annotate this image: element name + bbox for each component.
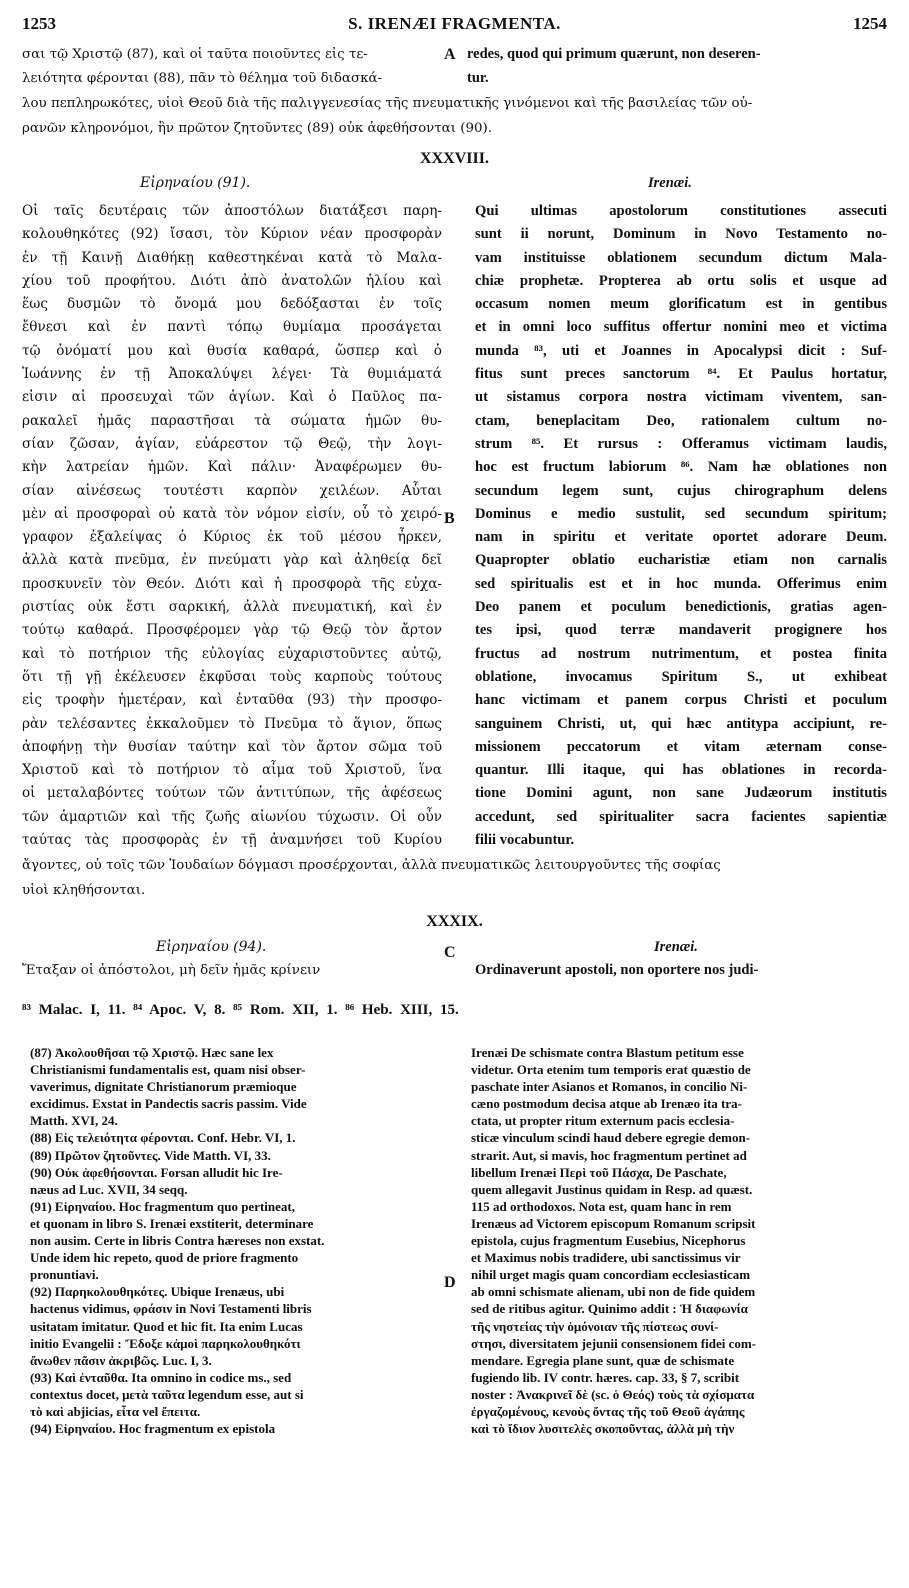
note-line: 115 ad orthodoxos. Nota est, quam hanc in rem bbox=[471, 1198, 732, 1214]
latin-text-line: strum ⁸⁵. Et rursus : Offeramus victimam laudis, bbox=[475, 435, 887, 452]
latin-text-line: fitus sunt preces sanctorum ⁸⁴. Et Paulus hortatur, bbox=[475, 366, 887, 383]
note-line: (92) Παρηκολουθηκότες. Ubique Irenæus, ubi bbox=[30, 1284, 285, 1300]
note-line: epistola, cujus fragmentum Eusebius, Nicephorus bbox=[471, 1233, 746, 1249]
greek-heading-38: Εἰρηναίου (91). bbox=[140, 175, 251, 191]
note-line: sed de ritibus agitur. Quinimo addit : Ἡ διαφωνία bbox=[471, 1301, 748, 1317]
latin-text-line: missionem peccatorum et vitam æternam conse- bbox=[475, 738, 887, 755]
greek-text-line: ρὰν τελέσαντες ἐκκαλοῦμεν τὸ Πνεῦμα τὸ ἅγιον, ὅπως bbox=[22, 715, 442, 732]
top-greek-line-2: λειότητα φέρονται (88), πᾶν τὸ θέλημα τοῦ διδασκά- bbox=[22, 71, 383, 86]
note-line: ab omni schismate alienam, ubi non de fide quidem bbox=[471, 1284, 756, 1300]
note-line: contextus docet, μετὰ ταῦτα legendum esse, aut si bbox=[30, 1386, 304, 1402]
greek-text-line: Ἰωάννης ἐν τῇ Ἀποκαλύψει λέγει· Τὰ θυμιάματά bbox=[22, 366, 442, 383]
latin-text-line: sunt ii norunt, Dominum in Novo Testamento no- bbox=[475, 226, 887, 243]
greek-text-line: κὴν λατρείαν ἡμῶν. Καὶ πάλιν· Ἀναφέρωμεν θυ- bbox=[22, 459, 442, 476]
latin-text-line: hanc victimam et panem corpus Christi et poculum bbox=[475, 692, 887, 709]
greek-text-line: ἔθνεσι καὶ ἐν παντὶ τόπῳ θυμίαμα προσάγεται bbox=[22, 319, 442, 336]
greek-text-line: Χριστοῦ καὶ τὸ ποτήριον τὸ αἷμα τοῦ Χριστοῦ, ἵνα bbox=[22, 762, 442, 779]
note-line: Irenæus ad Victorem episcopum Romanum scripsit bbox=[471, 1215, 756, 1231]
top-latin-line-1: redes, quod qui primum quærunt, non deseren- bbox=[467, 46, 761, 62]
greek-text-line: εἰσιν αἱ προσευχαὶ τῶν ἁγίων. Καὶ ὁ Παῦλος πα- bbox=[22, 389, 442, 406]
note-line: næus ad Luc. XVII, 34 seqq. bbox=[30, 1181, 188, 1197]
note-line: Irenæi De schismate contra Blastum petitum esse bbox=[471, 1045, 744, 1060]
running-title: S. IRENÆI FRAGMENTA. bbox=[348, 14, 561, 33]
note-line: videtur. Orta etenim tum temporis erat quæstio de bbox=[471, 1062, 751, 1078]
note-line: sticæ vinculum scindi haud debere egregie demon- bbox=[471, 1130, 751, 1146]
greek-text-line: καὶ τὸ ποτήριον τῆς εὐλογίας εὐχαριστοῦντες αὐτῷ, bbox=[22, 645, 442, 662]
latin-text-line: oblatione, invocamus Spiritum S., ut exhibeat bbox=[475, 668, 887, 685]
notes-left-column bbox=[30, 1044, 440, 1437]
note-line: ctata, ut propter ritum externum pacis ecclesia- bbox=[471, 1113, 735, 1129]
note-line: libellum Irenæi Περὶ τοῦ Πάσχα, De Paschate, bbox=[471, 1164, 727, 1180]
top-latin-line-2: tur. bbox=[467, 70, 489, 86]
note-line: στησι, diversitatem jejunii consensionem fidei com- bbox=[471, 1335, 757, 1351]
note-line: cæno postmodum decisa atque ab Irenæo ita tra- bbox=[471, 1096, 742, 1112]
note-line: hactenus vidimus, φράσιν in Novi Testamenti libris bbox=[30, 1301, 312, 1317]
latin-text-line: accedunt, sed spiritualiter sacra facientes sapientiæ bbox=[475, 808, 887, 825]
latin-text-line: sanguinem Christi, ut, qui hæc antitypa accipiunt, re- bbox=[475, 715, 887, 732]
note-line: ἐργαζομένους, κενοὺς ὄντας τῆς τοῦ Θεοῦ ἀγάπης bbox=[471, 1403, 745, 1419]
greek-text-line: ρακαλεῖ ἡμᾶς παραστῆσαι τὰ σώματα ἡμῶν θυ- bbox=[22, 412, 442, 429]
margin-letter-c: C bbox=[444, 944, 456, 961]
note-line: et quonam in libro S. Irenæi exstiterit, determinare bbox=[30, 1215, 314, 1231]
note-line: quem allegavit Justinus quidam in Resp. ad quæst. bbox=[471, 1181, 753, 1197]
latin-heading-38: Irenæi. bbox=[648, 175, 692, 191]
latin-text-line: vam instituisse oblationem secundum dictum Mala- bbox=[475, 249, 887, 266]
greek-text-line: χίου τοῦ προφήτου. Διότι ἀπὸ ἀνατολῶν ἡλίου καὶ bbox=[22, 272, 442, 289]
latin-text-line: fructus ad nostrum nutrimentum, et postea finita bbox=[475, 645, 887, 662]
scripture-references: ⁸³ Malac. I, 11. ⁸⁴ Apoc. V, 8. ⁸⁵ Rom. XII, 1. ⁸⁶ Heb. XIII, 15. bbox=[22, 1002, 459, 1018]
greek-text-line: ἐν τῇ Καινῇ Διαθήκῃ καθεστηκέναι κατὰ τὸ Μαλα- bbox=[22, 249, 442, 266]
page-number-left: 1253 bbox=[22, 14, 56, 33]
latin-text-line: sed spiritualis est et in hoc munda. Offerimus enim bbox=[475, 575, 887, 592]
latin-text-line: Quapropter oblatio eucharistiæ etiam non carnalis bbox=[475, 552, 887, 569]
greek-line-39: Ἔταξαν οἱ ἀπόστολοι, μὴ δεῖν ἡμᾶς κρίνειν bbox=[22, 963, 321, 978]
note-line: pronuntiavi. bbox=[30, 1267, 99, 1283]
note-line: ἄνωθεν πᾶσιν ἀκριβῶς. Luc. I, 3. bbox=[30, 1352, 212, 1368]
note-line: τῆς νηστείας τὴν ὁμόνοιαν τῆς πίστεως συνί- bbox=[471, 1318, 719, 1334]
top-greek-line-3: λου πεπληρωκότες, υἱοὶ Θεοῦ διὰ τῆς παλιγγενεσίας τῆς πνευματικῆς γινόμενοι καὶ τῆς βασιλείας τῶν οὐ- bbox=[22, 96, 753, 111]
latin-heading-39: Irenæi. bbox=[654, 939, 698, 955]
latin-text-line: filii vocabuntur. bbox=[475, 832, 575, 849]
latin-column-38 bbox=[475, 200, 887, 852]
greek-text-line: γραφον ἐξαλείψας ὁ Κύριος ἐκ τοῦ μέσου ἦρκεν, bbox=[22, 529, 442, 546]
greek-text-line: τῶν ἁμαρτιῶν καὶ τῆς ζωῆς αἰωνίου τύχωσιν. Οἱ οὖν bbox=[22, 808, 442, 825]
top-greek-line-1: σαι τῷ Χριστῷ (87), καὶ οἱ ταῦτα ποιοῦντες εἰς τε- bbox=[22, 47, 368, 62]
greek-text-line: ἀλλὰ κατὰ πνεῦμα, ἐν πνεύματι γὰρ καὶ ἀληθείᾳ δεῖ bbox=[22, 552, 442, 569]
latin-text-line: Dominus e medio sustulit, sed secundum spiritum; bbox=[475, 505, 887, 522]
running-header bbox=[22, 14, 887, 38]
note-line: strarit. Aut, si mavis, hoc fragmentum pertinet ad bbox=[471, 1147, 747, 1163]
page-number-right: 1254 bbox=[853, 14, 887, 33]
greek-text-line: Οἱ ταῖς δευτέραις τῶν ἀποστόλων διατάξεσι παρη- bbox=[22, 203, 442, 219]
latin-text-line: occasum nomen meum glorificatum est in gentibus bbox=[475, 296, 887, 313]
latin-text-line: hoc est fructum labiorum ⁸⁶. Nam hæ oblationes non bbox=[475, 459, 887, 476]
note-line: (87) Ἀκολουθῆσαι τῷ Χριστῷ. Hæc sane lex bbox=[30, 1045, 274, 1060]
note-line: fugiendo lib. IV contr. hæres. cap. 33, § 7, scribit bbox=[471, 1369, 740, 1385]
greek-text-line: ριστίας οὐκ ἔστι σαρκική, ἀλλὰ πνευματική, καὶ ἐν bbox=[22, 599, 442, 616]
greek-heading-39: Εἰρηναίου (94). bbox=[156, 939, 267, 955]
latin-text-line: quantur. Illi itaque, qui has oblationes in recorda- bbox=[475, 762, 887, 779]
greek-text-line: εἰς τροφὴν ἡμετέραν, καὶ ἐνταῦθα (93) τὴν προσφο- bbox=[22, 692, 442, 709]
notes-right-column bbox=[471, 1044, 889, 1437]
greek-text-line: ἕως δυσμῶν τὸ ὄνομά μου δεδόξασται ἐν τοῖς bbox=[22, 296, 442, 313]
greek-text-line: μὲν αἱ προσφοραὶ οὐ κατὰ τὸν νόμον εἰσίν, οὗ τὸ χειρό- bbox=[22, 505, 442, 522]
latin-text-line: tes ipsi, quod terræ mandaverit progignere hos bbox=[475, 622, 887, 639]
greek-text-line: σίαν αἰνέσεως τουτέστι καρπὸν χειλέων. Αὗται bbox=[22, 482, 442, 499]
latin-text-line: et in omni loco suffitus offertur nomini meo et victima bbox=[475, 319, 887, 336]
note-line: (90) Οὐκ ἀφεθήσονται. Forsan alludit hic Ire- bbox=[30, 1164, 283, 1180]
greek-text-line: ὅτι τῇ γῇ ἐκέλευσεν ἐκφῦσαι τοὺς καρποὺς τούτους bbox=[22, 668, 442, 685]
latin-line-39: Ordinaverunt apostoli, non oportere nos judi- bbox=[475, 962, 759, 978]
note-line: (91) Εἰρηναίου. Hoc fragmentum quo pertineat, bbox=[30, 1198, 295, 1214]
note-line: nihil urget magis quam concordiam ecclesiasticam bbox=[471, 1267, 751, 1283]
note-line: vaverimus, dignitate Christianorum præmioque bbox=[30, 1079, 297, 1095]
greek-text-line: τούτῳ καθαρά. Προσφέρομεν γὰρ τῷ Θεῷ τὸν ἄρτον bbox=[22, 622, 442, 639]
note-line: paschate inter Asianos et Romanos, in concilio Ni- bbox=[471, 1079, 748, 1095]
latin-text-line: chiæ prophetæ. Propterea ab ortu solis et usque ad bbox=[475, 272, 887, 289]
margin-letter-d: D bbox=[444, 1274, 456, 1291]
note-line: (89) Πρῶτον ζητοῦντες. Vide Matth. VI, 33. bbox=[30, 1147, 271, 1163]
margin-letter-a: A bbox=[444, 46, 456, 63]
greek-text-line: κολουθηκότες (92) ἴσασι, τὸν Κύριον νέαν προσφορὰν bbox=[22, 226, 442, 243]
greek-text-line: οἱ μεταλαβόντες τούτων τῶν ἀντιτύπων, τῆς ἀφέσεως bbox=[22, 785, 442, 802]
note-line: (88) Εἰς τελειότητα φέρονται. Conf. Hebr. VI, 1. bbox=[30, 1130, 296, 1146]
latin-text-line: tione Domini agunt, non sane Judæorum institutis bbox=[475, 785, 887, 802]
greek-column-38 bbox=[22, 200, 442, 852]
note-line: usitatam imitatur. Quod et hic fit. Ita enim Lucas bbox=[30, 1318, 303, 1334]
greek-text-line: τῷ ὀνόματί μου καὶ θυσία καθαρά, ὥσπερ καὶ ὁ bbox=[22, 342, 442, 359]
greek-tail-line-2: υἱοὶ κληθήσονται. bbox=[22, 883, 146, 898]
note-line: mendare. Egregia plane sunt, quæ de schismate bbox=[471, 1352, 735, 1368]
note-line: Christianismi fundamentalis est, quam nisi obser- bbox=[30, 1062, 306, 1078]
top-greek-line-4: ρανῶν κληρονόμοι, ἣν πρῶτον ζητοῦντες (89) οὐκ ἀφεθήσονται (90). bbox=[22, 121, 492, 136]
margin-letter-b: B bbox=[444, 510, 455, 527]
latin-text-line: ctam, beneplacitam Deo, rationalem cultum no- bbox=[475, 412, 887, 429]
latin-text-line: ut sistamus corpora nostra victimam viventem, san- bbox=[475, 389, 887, 406]
note-line: (93) Καὶ ἐνταῦθα. Ita omnino in codice ms., sed bbox=[30, 1369, 292, 1385]
greek-text-line: προσκυνεῖν τὸν Θεόν. Διότι καὶ ἡ προσφορὰ τῆς εὐχα- bbox=[22, 575, 442, 592]
note-line: noster : Ἀνακρινεῖ δὲ (sc. ὁ Θεός) τοὺς τὰ σχίσματα bbox=[471, 1386, 755, 1402]
greek-text-line: σίαν ζῶσαν, ἁγίαν, εὐάρεστον τῷ Θεῷ, τὴν λογι- bbox=[22, 435, 442, 452]
note-line: Unde idem hic repeto, quod de priore fragmento bbox=[30, 1250, 299, 1266]
latin-text-line: Deo panem et poculum benedictionis, gratias agen- bbox=[475, 599, 887, 616]
note-line: Matth. XVI, 24. bbox=[30, 1113, 118, 1129]
note-line: καὶ τὸ ἴδιον λυσιτελὲς σκοποῦντας, ἀλλὰ μὴ τὴν bbox=[471, 1421, 735, 1437]
note-line: et Maximus nobis tradidere, ubi sanctissimus vir bbox=[471, 1250, 741, 1266]
greek-tail-line-1: ἄγοντες, οὐ τοῖς τῶν Ἰουδαίων δόγμασι προσέρχονται, ἀλλὰ πνευματικῶς λειτουργοῦντες τῆς σοφίας bbox=[22, 858, 721, 873]
note-line: (94) Εἰρηναίου. Hoc fragmentum ex epistola bbox=[30, 1421, 276, 1437]
note-line: initio Evangelii : Ἔδοξε κἀμοὶ παρηκολουθηκότι bbox=[30, 1335, 301, 1351]
latin-text-line: Qui ultimas apostolorum constitutiones assecuti bbox=[475, 203, 887, 219]
section-number-39: XXXIX. bbox=[426, 913, 483, 930]
latin-text-line: secundum legem sunt, cujus chirographum delens bbox=[475, 482, 887, 499]
greek-text-line: ταύτας τὰς προσφορὰς ἐν τῇ ἀναμνήσει τοῦ Κυρίου bbox=[22, 832, 442, 849]
greek-text-line: ἀποφήνῃ τὴν θυσίαν ταύτην καὶ τὸν ἄρτον σῶμα τοῦ bbox=[22, 738, 442, 755]
note-line: non ausim. Certe in libris Contra hæreses non exstat. bbox=[30, 1233, 325, 1249]
note-line: excidimus. Exstat in Pandectis sacris passim. Vide bbox=[30, 1096, 307, 1112]
section-number-38: XXXVIII. bbox=[420, 150, 489, 167]
latin-text-line: nam in spiritu et veritate oportet adorare Deum. bbox=[475, 529, 887, 546]
note-line: τὸ καὶ abjicias, εἶτα vel ἔπειτα. bbox=[30, 1403, 201, 1419]
latin-text-line: munda ⁸³, uti et Joannes in Apocalypsi dicit : Suf- bbox=[475, 342, 887, 359]
